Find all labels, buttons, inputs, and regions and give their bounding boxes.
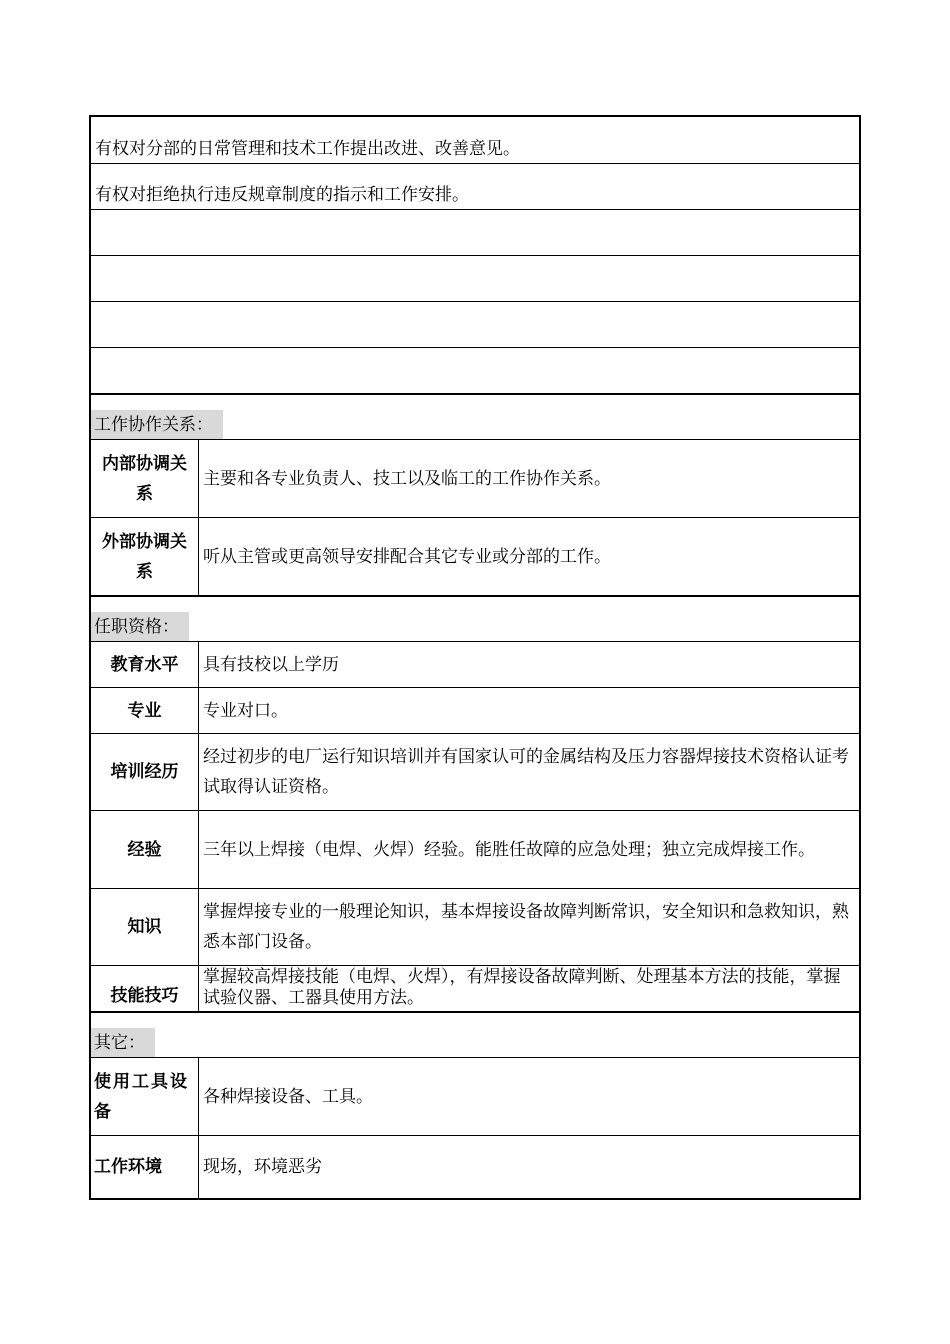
table-row [91, 641, 859, 687]
section-title: 工作协作关系： [91, 410, 223, 440]
rights-row [91, 163, 859, 209]
section-title: 任职资格： [91, 612, 189, 642]
row-value: 听从主管或更高领导安排配合其它专业或分部的工作。 [203, 546, 611, 567]
table-row [91, 810, 859, 888]
section-header-cooperation [91, 393, 859, 439]
row-value: 具有技校以上学历 [203, 654, 339, 675]
row-label: 外部协调关系 [91, 518, 199, 595]
row-value: 三年以上焊接（电焊、火焊）经验。能胜任故障的应急处理；独立完成焊接工作。 [203, 839, 815, 860]
row-label: 知识 [91, 889, 199, 965]
section-title: 其它： [91, 1028, 155, 1058]
table-row [91, 1135, 859, 1198]
table-row [91, 888, 859, 965]
row-value: 掌握较高焊接技能（电焊、火焊），有焊接设备故障判断、处理基本方法的技能，掌握试验仪器、工器具使用方法。 [203, 967, 841, 1008]
row-label: 技能技巧 [91, 966, 199, 1011]
table-row [91, 1057, 859, 1135]
empty-row [91, 255, 859, 301]
row-label: 专业 [91, 688, 199, 733]
rights-text: 有权对分部的日常管理和技术工作提出改进、改善意见。 [95, 139, 520, 159]
empty-row [91, 209, 859, 255]
row-label: 使用工具设备 [91, 1058, 199, 1135]
row-value: 专业对口。 [203, 700, 288, 721]
row-value: 各种焊接设备、工具。 [203, 1086, 373, 1107]
table-row [91, 439, 859, 517]
section-header-qualifications [91, 595, 859, 641]
row-label: 教育水平 [91, 642, 199, 687]
table-row [91, 687, 859, 733]
row-value: 掌握焊接专业的一般理论知识，基本焊接设备故障判断常识，安全知识和急救知识，熟悉本部门设备。 [203, 902, 849, 952]
row-value: 主要和各专业负责人、技工以及临工的工作协作关系。 [203, 468, 611, 489]
row-value: 经过初步的电厂运行知识培训并有国家认可的金属结构及压力容器焊接技术资格认证考试取得认证资格。 [203, 747, 849, 797]
rights-text: 有权对拒绝执行违反规章制度的指示和工作安排。 [95, 185, 469, 205]
row-value: 现场，环境恶劣 [203, 1157, 322, 1177]
row-label: 工作环境 [91, 1136, 199, 1198]
table-row [91, 517, 859, 595]
table-row [91, 965, 859, 1011]
section-header-other [91, 1011, 859, 1057]
job-description-table [89, 115, 861, 1200]
row-label: 经验 [91, 811, 199, 888]
empty-row [91, 301, 859, 347]
row-label: 培训经历 [91, 734, 199, 810]
rights-row [91, 117, 859, 163]
empty-row [91, 347, 859, 393]
row-label: 内部协调关系 [91, 440, 199, 517]
table-row [91, 733, 859, 810]
